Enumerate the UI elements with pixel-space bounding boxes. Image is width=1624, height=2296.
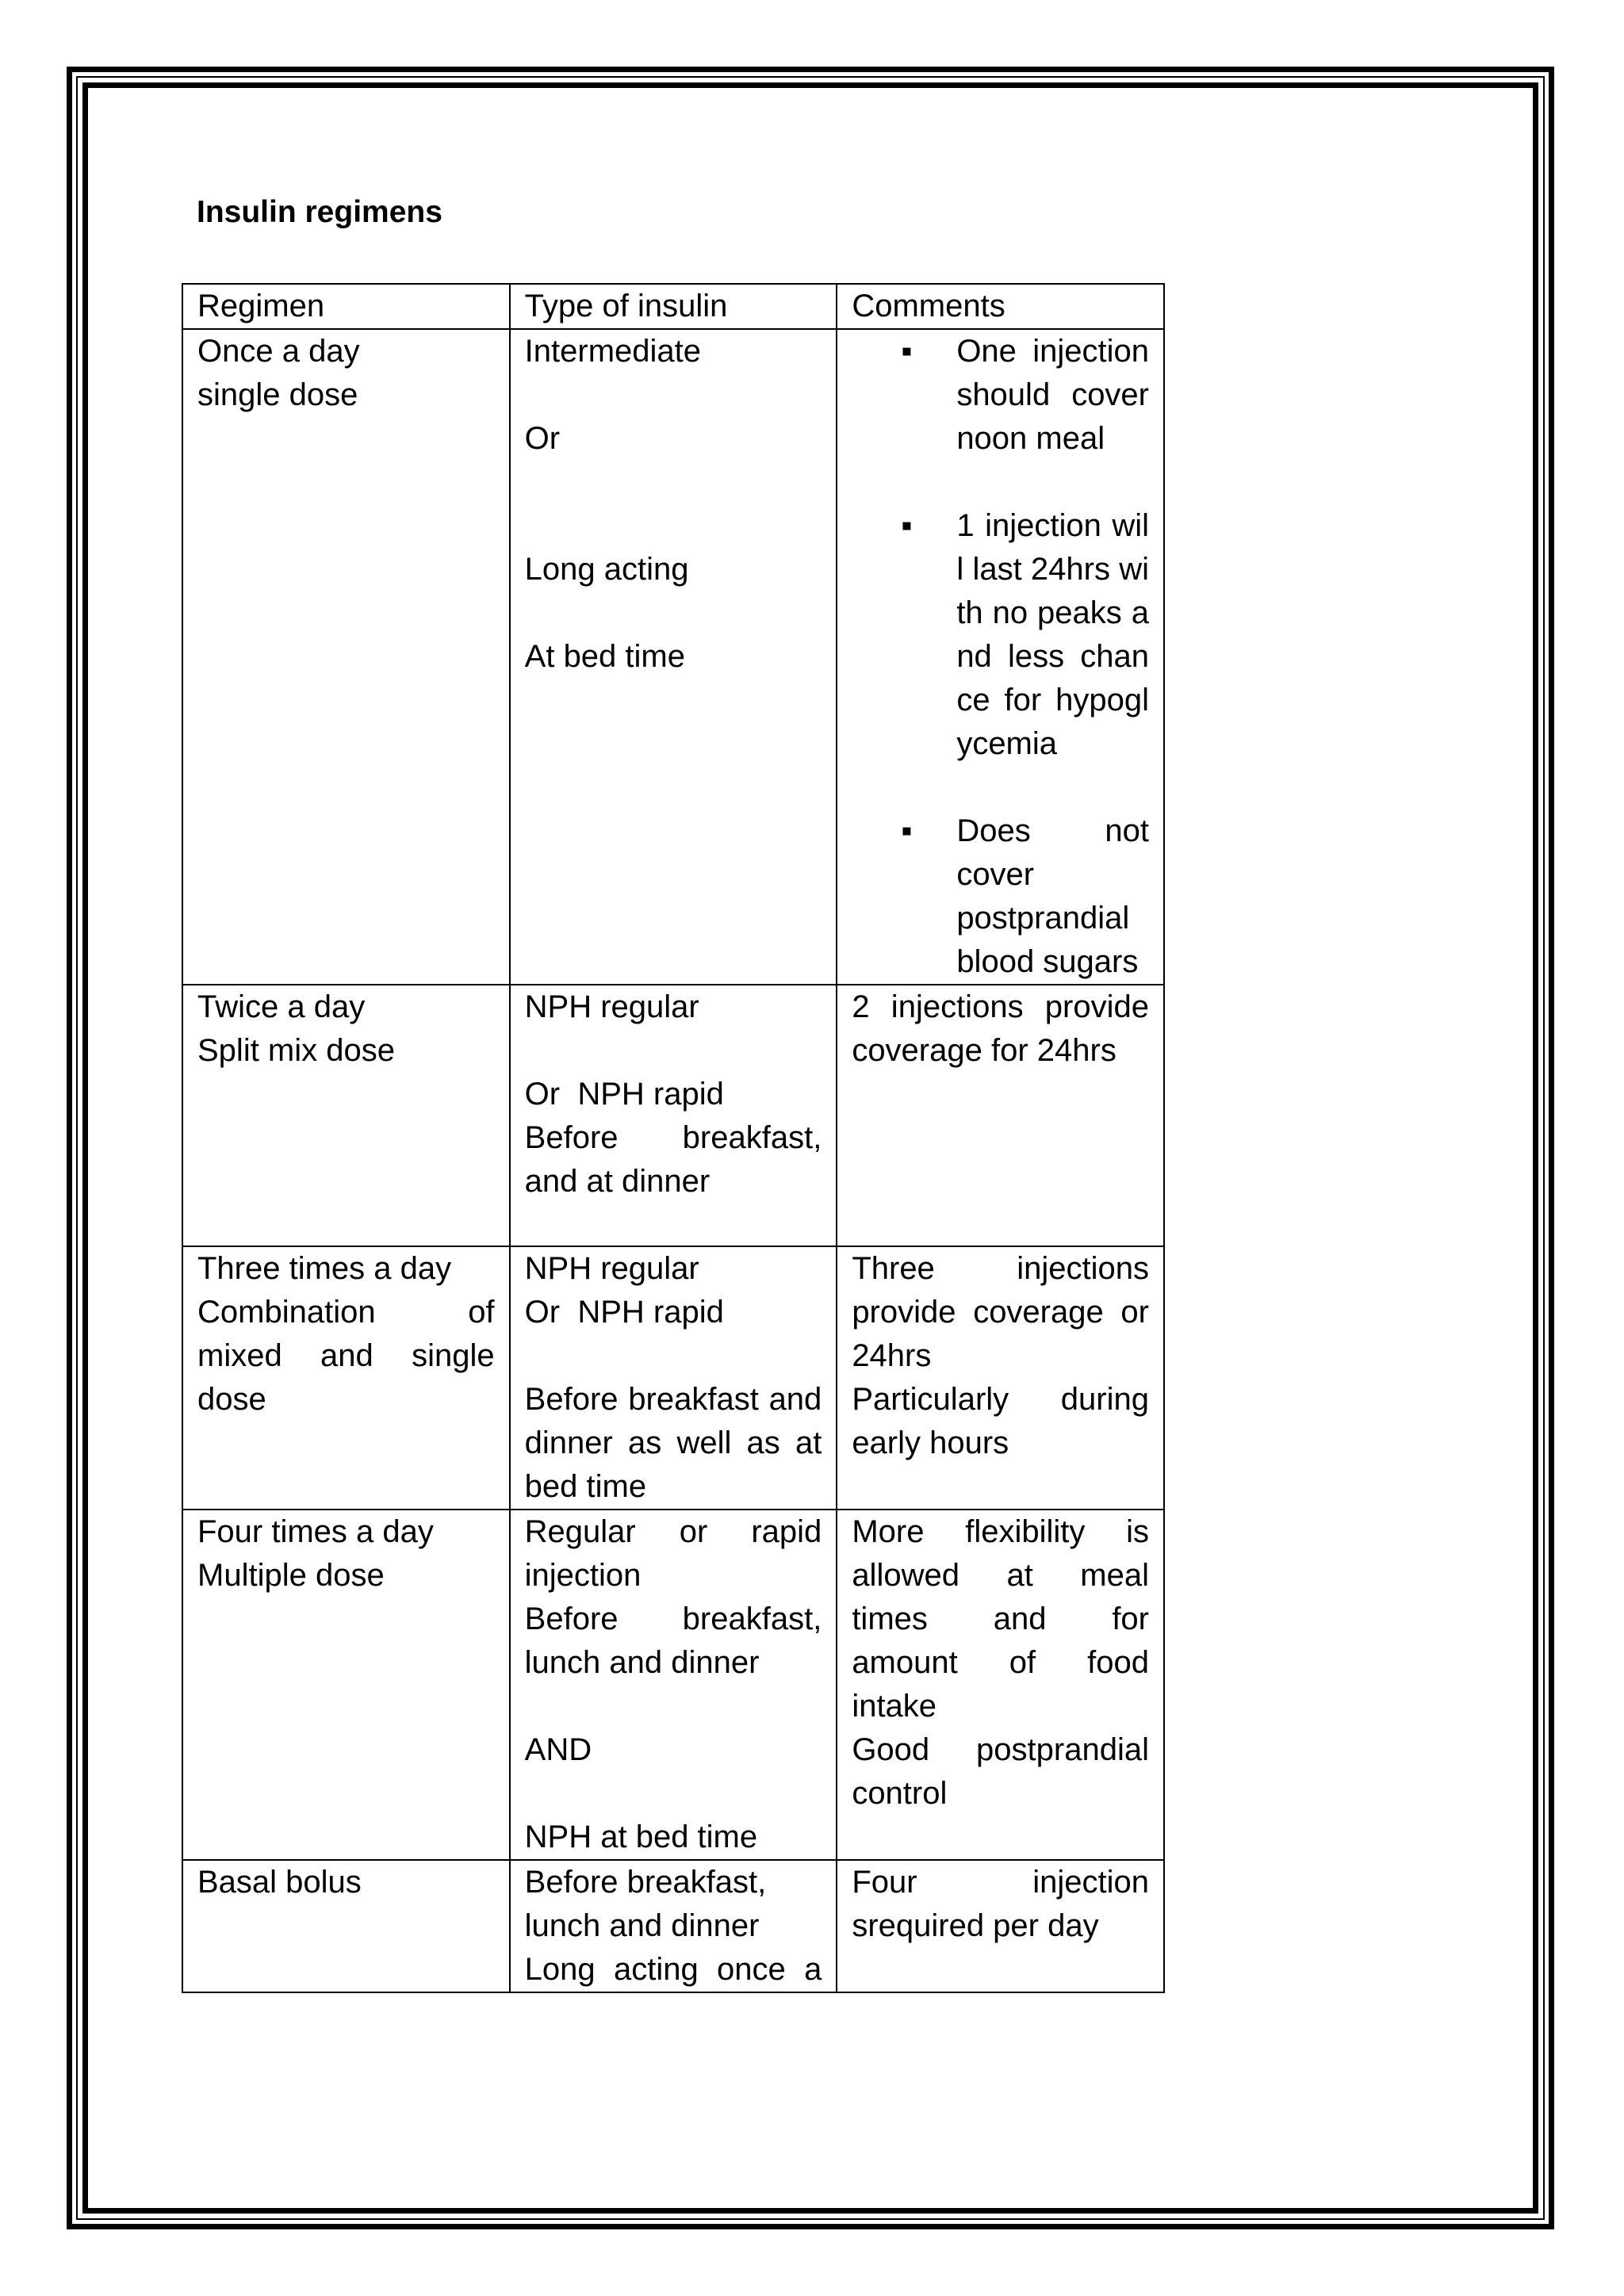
comments-cell	[837, 1246, 1164, 1510]
comment-text: Three injections provide coverage or 24hrs	[852, 1251, 1149, 1373]
comment-text: 2 injections provide coverage for 24hrs	[852, 989, 1149, 1068]
type-cell	[510, 1860, 837, 1992]
type-cell	[510, 1510, 837, 1860]
type-text: Or NPH rapid	[524, 1077, 724, 1112]
type-text: Or	[524, 421, 561, 456]
type-text: NPH regular	[524, 1251, 699, 1286]
header-comments: Comments	[837, 284, 1164, 329]
comment-text: Particularly during early hours	[852, 1382, 1149, 1460]
type-text: Regular or rapid injection	[524, 1514, 822, 1593]
regimen-text: Basal bolus	[197, 1865, 362, 1900]
header-regimen: Regimen	[182, 284, 510, 329]
regimen-text: Combination of mixed and single dose	[197, 1295, 495, 1417]
type-text: Before breakfast, and at dinner	[524, 1120, 822, 1199]
regimen-cell	[182, 1246, 510, 1510]
type-text: Before breakfast, lunch and dinner	[524, 1601, 822, 1680]
comment-bullet: ▪ One injection should cover noon meal	[852, 330, 1149, 461]
regimen-text: Once a day single dose	[197, 334, 360, 412]
type-text: At bed time	[524, 639, 685, 674]
comment-bullet: ▪ Does not cover postprandial blood sugars	[852, 809, 1149, 984]
regimen-text: Multiple dose	[197, 1558, 385, 1593]
table-row	[182, 985, 1164, 1246]
comment-text: More flexibility is allowed at meal times and for amount of food intake	[852, 1514, 1149, 1724]
comments-cell	[837, 1510, 1164, 1860]
regimen-text: Twice a day	[197, 989, 366, 1024]
type-text: Or NPH rapid	[524, 1295, 724, 1330]
regimen-text: Split mix dose	[197, 1033, 395, 1068]
regimen-cell	[182, 1860, 510, 1992]
regimen-cell	[182, 329, 510, 985]
header-type-of-insulin: Type of insulin	[510, 284, 837, 329]
type-text: Intermediate	[524, 334, 701, 369]
comments-bullet-list	[852, 330, 1149, 984]
comments-cell	[837, 1860, 1164, 1992]
regimen-text: Three times a day	[197, 1251, 452, 1286]
type-text: NPH regular	[524, 989, 699, 1024]
regimen-text: Four times a day	[197, 1514, 434, 1549]
comment-bullet: ▪ 1 injection will last 24hrs with no peaks and less chance for hypoglycemia	[852, 504, 1149, 766]
type-text: AND	[524, 1732, 592, 1767]
comment-text: Good postprandial control	[852, 1732, 1149, 1811]
comment-text: Four injection srequired per day	[852, 1865, 1149, 1943]
table-header-row	[182, 284, 1164, 329]
comments-cell	[837, 985, 1164, 1246]
type-text: Long acting once a	[524, 1952, 822, 1987]
type-cell	[510, 329, 837, 985]
type-text: Before breakfast, lunch and dinner	[524, 1865, 767, 1943]
table-row	[182, 1246, 1164, 1510]
type-text: Long acting	[524, 552, 689, 587]
type-cell	[510, 985, 837, 1246]
comments-cell	[837, 329, 1164, 985]
table-row	[182, 1510, 1164, 1860]
table-row	[182, 329, 1164, 985]
table-row	[182, 1860, 1164, 1992]
regimen-cell	[182, 1510, 510, 1860]
insulin-regimens-table	[182, 283, 1165, 1993]
type-text: Before breakfast and dinner as well as at bed time	[524, 1382, 822, 1504]
type-cell	[510, 1246, 837, 1510]
regimen-cell	[182, 985, 510, 1246]
type-text: NPH at bed time	[524, 1820, 758, 1854]
section-title: Insulin regimens	[197, 195, 442, 229]
